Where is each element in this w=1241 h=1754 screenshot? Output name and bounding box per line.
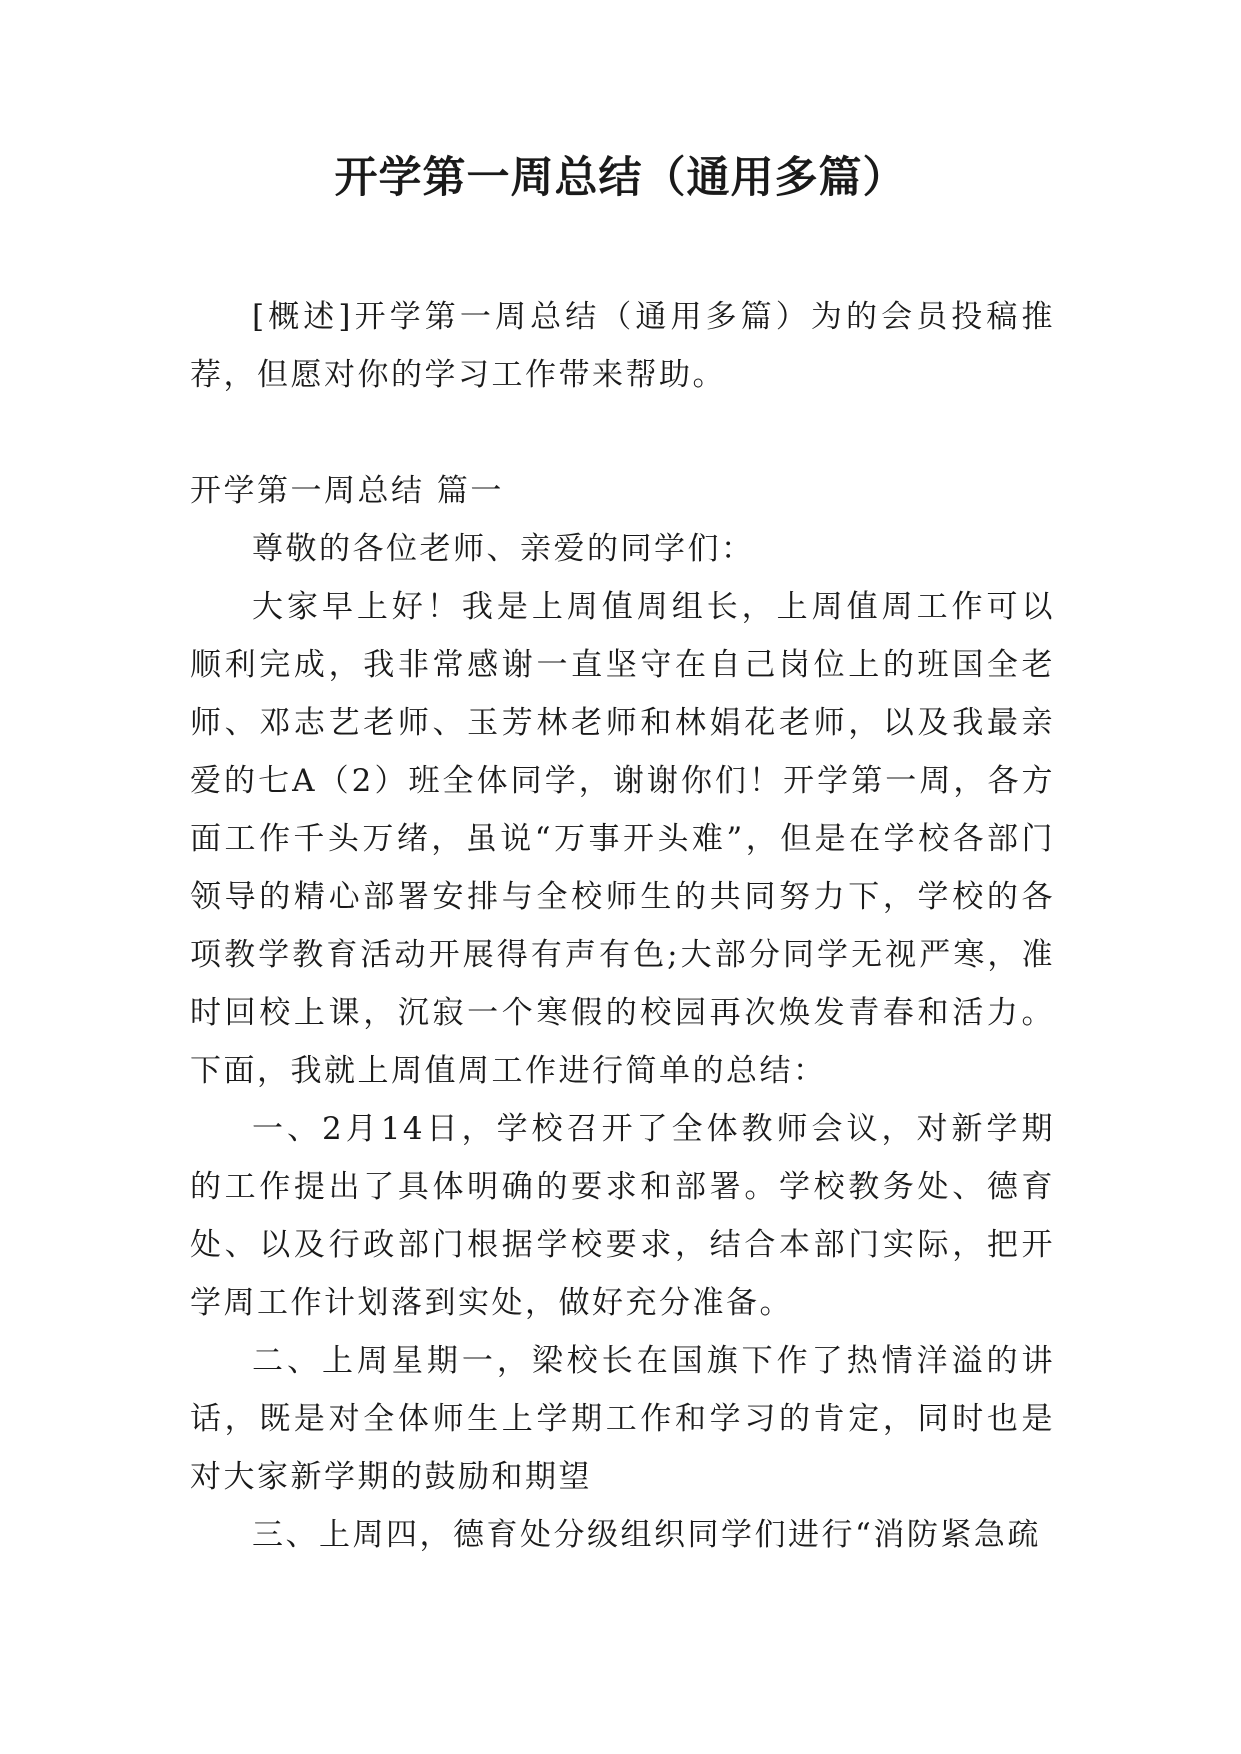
paragraph-gap [190,404,1055,462]
greeting-paragraph: 尊敬的各位老师、亲爱的同学们： [252,531,755,567]
summary-paragraph: [概述]开学第一周总结（通用多篇）为的会员投稿推荐，但愿对你的学习工作带来帮助。 [190,299,1055,393]
document-title: 开学第一周总结（通用多篇） [334,153,907,203]
body-paragraph-item-3: 三、上周四，德育处分级组织同学们进行“消防紧急疏 [252,1517,1041,1553]
body-paragraph-intro: 大家早上好！我是上周值周组长，上周值周工作可以顺利完成，我非常感谢一直坚守在自己岗位上的班国全老师、邓志艺老师、玉芳林老师和林娟花老师，以及我最亲爱的七A（2）班全体同学，谢谢你们！开学第一周，各方面工作千头万绪，虽说“万事开头难”，但是在学校各部门领导的精心部署安排与全校师生的共同努力下，学校的各项教学教育活动开展得有声有色;大部分同学无视严寒，准时回校上课，沉寂一个寒假的校园再次焕发青春和活力。下面，我就上周值周工作进行简单的总结： [190,589,1055,1089]
section-heading: 开学第一周总结 篇一 [190,473,504,509]
document-body [190,288,1055,1564]
body-paragraph-item-1: 一、2月14日，学校召开了全体教师会议，对新学期的工作提出了具体明确的要求和部署。学校教务处、德育处、以及行政部门根据学校要求，结合本部门实际，把开学周工作计划落到实处，做好充分准备。 [190,1111,1055,1321]
body-paragraph-item-2: 二、上周星期一，梁校长在国旗下作了热情洋溢的讲话，既是对全体师生上学期工作和学习的肯定，同时也是对大家新学期的鼓励和期望 [190,1343,1055,1495]
